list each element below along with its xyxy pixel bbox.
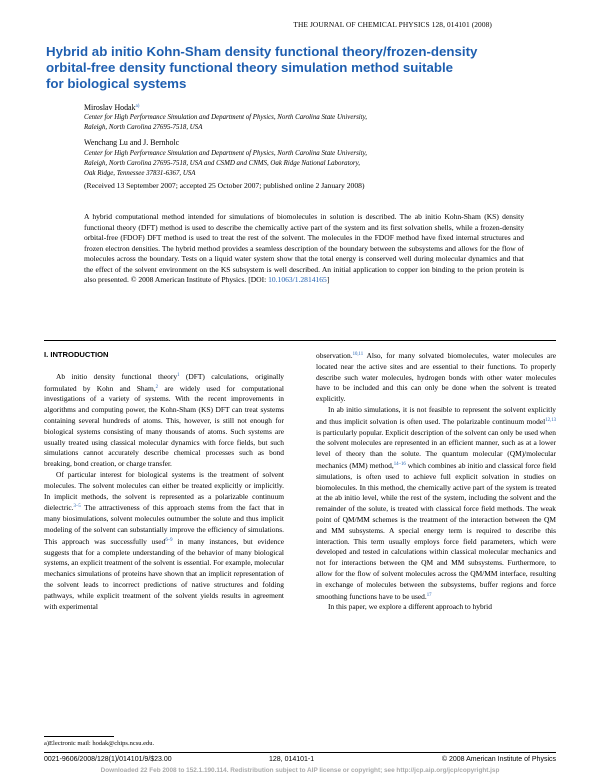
intro-paragraph-2 xyxy=(44,470,284,612)
download-notice: Downloaded 22 Feb 2008 to 152.1.190.114. Redistribution subject to AIP license or copyright; see http://jcp.aip.org/jcp/copyright.jsp xyxy=(100,767,500,774)
author-1-name: Miroslav Hodak xyxy=(84,103,136,112)
running-head: THE JOURNAL OF CHEMICAL PHYSICS 128, 014101 (2008) xyxy=(293,20,492,29)
article-title xyxy=(46,44,556,92)
citation-ref[interactable]: 12,13 xyxy=(545,417,556,423)
author-1-footnote-mark[interactable]: a) xyxy=(135,104,140,109)
title-line-2: orbital-free density functional theory simulation method suitable xyxy=(46,60,454,75)
intro-paragraph-5: In this paper, we explore a different approach to hybrid xyxy=(328,602,492,612)
rc-p2-text-a: In ab initio simulations, it is not feasible to represent the solvent explicitly and thus implicit solvation is often used. The polarizable continuum model xyxy=(316,404,556,426)
lc-p2-text-a: Of particular interest for biological systems is the treatment of solvent molecules. The solvent molecules can either be treated explicitly or implicitly. In implicit methods, the solvent is represented as a polarizable continuum dielectric. xyxy=(44,469,284,513)
left-column xyxy=(44,350,284,612)
lc-p2-text-b: The attractiveness of this approach stems from the fact that in many biosimulations, solvent molecules outnumber the solute and thus implicit modeling of the solvent can substantially improve the efficiency of simulations. This approach was successfully used xyxy=(44,503,284,546)
abstract-divider xyxy=(44,340,556,341)
intro-paragraph-1 xyxy=(44,371,284,470)
footer-copyright: © 2008 American Institute of Physics xyxy=(441,756,556,763)
right-column xyxy=(316,350,556,613)
footnote-divider xyxy=(44,736,114,737)
rc-p2-text-c: which combines ab initio and classical force field simulations, is often used to achieve full explicit solvation in studies on biomolecules. In this method, the chemically active part of the system is treated at the ab initio level, while the rest of the system, including the solvent and the remainder of the solute, is treated with classical force field methods. The weak point of QM/MM schemes is the treatment of the interaction between the QM and MM subsystems. A special energy term is required to describe this interaction. This term usually employs force field parameters, which were developed and tested in calculations within classical molecular mechanics and not for interactions between the QM and MM subsystems. Furthermore, to allow for the flow of solvent molecules across the QM/MM interface, resulting in exchange of molecules between the subsystems, buffer regions and force smoothing functions have to be used. xyxy=(316,460,556,601)
affiliation-2 xyxy=(84,149,554,179)
intro-paragraph-3 xyxy=(316,350,556,405)
doi-prefix: [DOI: xyxy=(248,275,269,284)
citation-ref[interactable]: 1 xyxy=(177,372,180,378)
title-line-3: for biological systems xyxy=(46,76,187,91)
footer-issn: 0021-9606/2008/128(1)/014101/9/$23.00 xyxy=(44,756,172,763)
intro-paragraph-4 xyxy=(316,405,556,602)
lc-p1-text-b: (DFT) calculations, originally formulated by Kohn and Sham, xyxy=(44,371,284,393)
doi-suffix: ] xyxy=(326,275,330,284)
rc-p1-text-a: observation. xyxy=(316,351,353,360)
title-line-1: Hybrid ab initio Kohn-Sham density functional theory/frozen-density xyxy=(46,44,478,59)
citation-ref[interactable]: 6–9 xyxy=(165,537,173,543)
citation-ref[interactable]: 3–5 xyxy=(73,504,81,510)
rc-p1-text-b: Also, for many solvated biomolecules, water molecules are located near the active sites and are essential to their functions. To properly describe such water molecules, hydrogen bonds with other water molecules have to be included and this can only be done when the solvent is treated explicitly. xyxy=(316,351,556,404)
abstract xyxy=(84,212,524,286)
author-footnote: a)Electronic mail: hodak@chips.ncsu.edu. xyxy=(44,740,155,747)
affiliation-1 xyxy=(84,113,554,133)
footer-divider xyxy=(44,752,556,753)
citation-ref[interactable]: 2 xyxy=(155,384,158,390)
abstract-text: A hybrid computational method intended for simulations of biomolecules in solution is described. The ab initio Kohn-Sham (KS) density functional theory (DFT) method is used to describe the chemically active part of the system and its first solvation shells, while a frozen-density orbital-free (FDOF) DFT method is used to treat the rest of the solvent. The molecules in the FDOF method have fixed internal structures and frozen electron densities. The hybrid method provides a seamless description of the boundary between the subsystems and allows for the flow of molecules across the boundary. Tests on a liquid water system show that the total energy is conserved well during molecular dynamics and that the effect of the solvent environment on the KS subsystem is well described. An initial application to copper ion binding to the prion protein is also presented. © 2008 American Institute of Physics. xyxy=(84,212,524,284)
doi-link[interactable]: 10.1063/1.2814165 xyxy=(268,275,327,284)
affiliation-2-line-1: Center for High Performance Simulation and Department of Physics, North Carolina State University, xyxy=(84,150,368,157)
author-2: Wenchang Lu and J. Bernholc xyxy=(84,138,180,147)
affiliation-1-line-2: Raleigh, North Carolina 27695-7518, USA xyxy=(84,124,203,131)
citation-ref[interactable]: 14–16 xyxy=(393,461,406,467)
lc-p1-text-c: are widely used for computational investigations of a variety of systems. With the recent improvements in algorithms and computing power, the Kohn-Sham (KS) DFT can treat systems containing several hundreds of atoms. This, however, is still not enough for biological systems consisting of many thousands of atoms. Such systems are usually treated using classical molecular dynamics with force fields, but such simulations cannot accurately describe chemical processes such as bond breaking, bond creation, or charge transfer. xyxy=(44,383,284,469)
author-1 xyxy=(84,102,139,113)
rc-p2-text-b: is particularly popular. Explicit description of the solvent can only be used when the solvent molecules are represented in an efficient manner, such as at a lower level of theory than the solute. The quantum molecular (QM)/molecular mechanics (MM) method, xyxy=(316,427,556,470)
footer-page-number: 128, 014101-1 xyxy=(269,756,315,763)
lc-p2-text-c: in many instances, but evidence suggests that for a complete understanding of the behavior of many biological systems, an explicit treatment of the solvent is essential. For example, molecular mechanics simulations of proteins have shown that an implicit representation of the solvent leads to incorrect predictions of native structures and folding pathways, while explicit treatment of the solvent yields results in agreement with experimental xyxy=(44,536,284,611)
citation-ref[interactable]: 10,11 xyxy=(352,352,364,357)
received-dates: (Received 13 September 2007; accepted 25 October 2007; published online 2 January 2008) xyxy=(84,181,365,190)
section-heading: I. INTRODUCTION xyxy=(44,350,109,359)
citation-ref[interactable]: 17 xyxy=(426,592,432,598)
affiliation-2-line-2: Raleigh, North Carolina 27695-7518, USA and CSMD and CNMS, Oak Ridge National Laboratory, xyxy=(84,160,361,167)
affiliation-1-line-1: Center for High Performance Simulation and Department of Physics, North Carolina State University, xyxy=(84,114,368,121)
affiliation-2-line-3: Oak Ridge, Tennessee 37831-6367, USA xyxy=(84,170,196,177)
lc-p1-text-a: Ab initio density functional theory xyxy=(56,371,178,381)
